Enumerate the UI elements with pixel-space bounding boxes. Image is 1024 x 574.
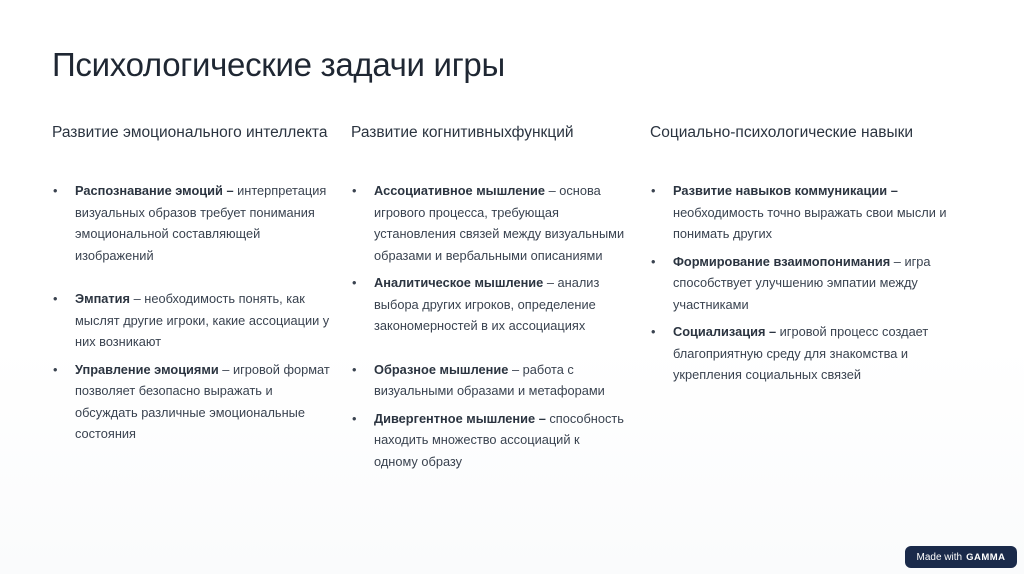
list-item — [52, 359, 332, 445]
list-item — [52, 288, 332, 353]
list-item — [351, 408, 626, 473]
list-item — [52, 180, 332, 266]
item-text: игра способствует улучшению эмпатии между участниками — [673, 253, 931, 312]
gamma-logo: GAMMA — [966, 551, 1006, 563]
bullet-list — [650, 180, 970, 386]
item-text: необходимость понять, как мыслят другие игроки, какие ассоциации у них возникают — [75, 291, 330, 349]
item-separator: – — [218, 361, 233, 377]
item-term: Аналитическое мышление — [374, 275, 544, 290]
item-text: основа игрового процесса, требующая установления связей между визуальными образами и вербальными описаниями — [374, 183, 625, 263]
item-separator: – — [887, 183, 898, 198]
item-term: Дивергентное мышление — [374, 410, 536, 426]
item-text: способность находить множество ассоциаций к одному образу — [374, 410, 624, 469]
item-separator: – — [545, 183, 560, 198]
item-separator: – — [508, 361, 523, 377]
list-item — [650, 321, 970, 386]
item-separator: – — [222, 183, 238, 198]
item-separator: – — [765, 324, 780, 339]
column-heading: Развитие когнитивныхфункций — [351, 124, 574, 141]
item-term: Образное мышление — [374, 361, 509, 377]
item-separator: – — [543, 275, 558, 290]
item-separator: – — [890, 253, 905, 269]
item-term: Развитие навыков коммуникации — [673, 183, 888, 198]
item-text: необходимость точно выражать свои мысли и понимать других — [673, 204, 947, 241]
bullet-list — [351, 180, 626, 472]
column-cognitive-functions — [351, 122, 626, 472]
list-item — [351, 272, 626, 337]
item-text: игровой процесс создает благоприятную среду для знакомства и укрепления социальных связей — [673, 324, 929, 382]
item-term: Ассоциативное мышление — [374, 183, 546, 198]
item-text: работа с визуальными образами и метафорами — [374, 361, 605, 398]
list-item — [650, 251, 970, 316]
item-separator: – — [130, 291, 145, 306]
made-with-gamma-badge[interactable] — [905, 546, 1017, 568]
list-item — [650, 180, 970, 245]
slide-title: Психологические задачи игры — [52, 46, 505, 83]
item-term: Социализация — [673, 324, 766, 339]
item-term: Формирование взаимопонимания — [673, 253, 891, 269]
list-item — [351, 180, 626, 266]
bullet-list — [52, 180, 332, 445]
item-text: игровой формат позволяет безопасно выражать и обсуждать различные эмоциональные состояния — [75, 361, 330, 441]
item-term: Эмпатия — [75, 291, 131, 306]
item-separator: – — [535, 410, 550, 426]
column-heading: Социально-психологические навыки — [650, 124, 914, 141]
item-text: интерпретация визуальных образов требует понимания эмоциональной составляющей изображений — [75, 183, 327, 263]
item-term: Управление эмоциями — [75, 361, 219, 377]
badge-prefix: Made with — [916, 551, 963, 563]
column-heading: Развитие эмоционального интеллекта — [52, 124, 328, 141]
item-term: Распознавание эмоций — [75, 183, 223, 198]
list-item — [351, 359, 626, 402]
column-social-psychological-skills — [650, 122, 970, 386]
column-emotional-intelligence — [52, 122, 332, 445]
item-text: анализ выбора других игроков, определение закономерностей в их ассоциациях — [374, 275, 600, 333]
